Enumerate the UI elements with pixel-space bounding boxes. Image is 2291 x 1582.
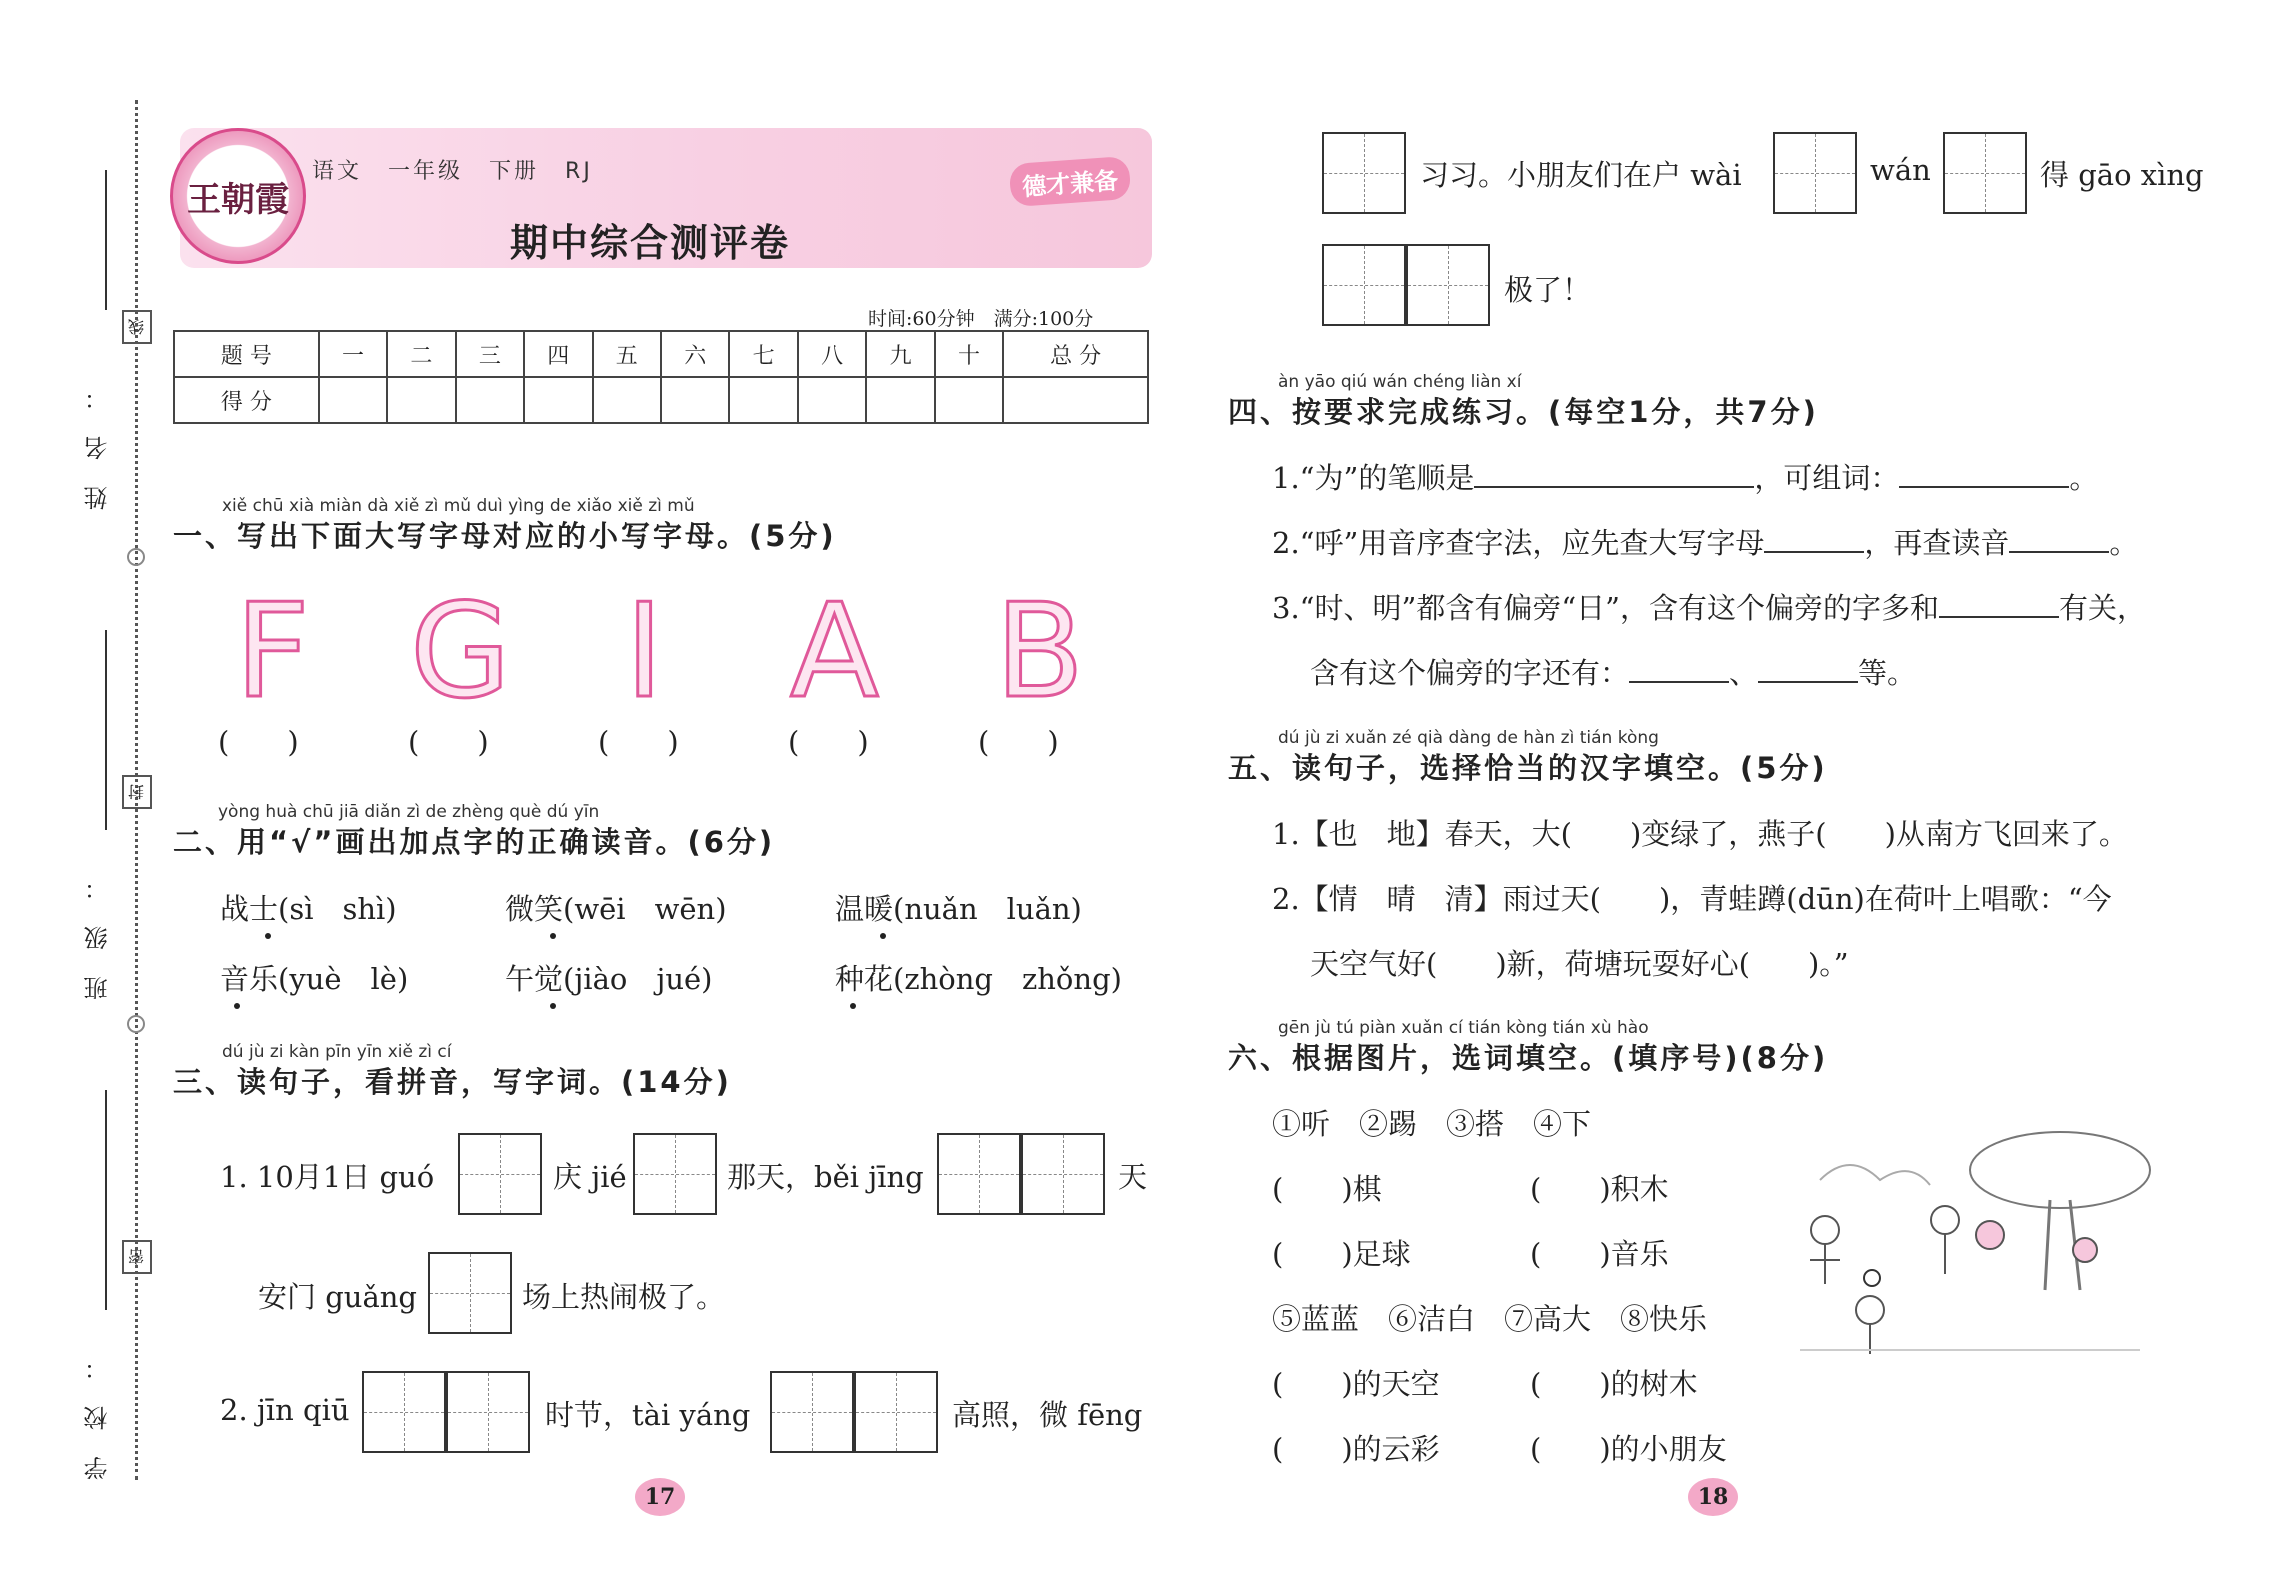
q3-text: 场上热闹极了。 [522,1280,726,1314]
answer-paren[interactable]: ( ) [978,725,1059,759]
answer-paren[interactable]: ( ) [408,725,489,759]
emphasis-dot [550,933,556,939]
q3-text: 庆 jié [553,1160,627,1194]
writing-box[interactable] [633,1133,717,1215]
q3-text: 安门 guǎng [258,1280,417,1314]
motto-badge: 德才兼备 [1009,156,1132,207]
answer-blank[interactable] [2009,550,2109,553]
binding-ring [127,1015,145,1033]
time-score-info: 时间:60分钟 满分:100分 [868,308,1094,330]
class-label: 班级： [84,850,112,1000]
school-line [105,1090,107,1310]
letter-i: I [625,575,664,727]
answer-blank[interactable] [1758,680,1858,683]
answer-blank[interactable] [1474,485,1754,488]
writing-box[interactable] [458,1133,542,1215]
children-playing-illustration [1780,1120,2160,1370]
tag-feng: 封 [122,775,152,809]
q3-text: 高照，微 fēng [952,1398,1143,1432]
q5-line2[interactable]: 2.【情 晴 清】雨过天( )，青蛙蹲(dūn)在荷叶上唱歌：“今 [1272,882,2112,916]
q6-options-verbs: ①听 ②踢 ③搭 ④下 [1272,1107,1592,1141]
score-header-row: 题 号 一 二 三 四 五 六 七 八 九 十 总 分 [174,331,1148,377]
q3-text: 得 gāo xìng [2040,158,2204,192]
q2-pinyin: yòng huà chū jiā diǎn zì de zhèng què dú yīn [218,802,600,822]
school-label: 学校： [84,1330,112,1480]
q2-item[interactable]: 战士(sì shì) [220,892,397,926]
writing-box[interactable] [1943,132,2027,214]
letter-b: B [995,575,1085,727]
book-info: 语文 一年级 下册 RJ [312,159,593,184]
q4-line1: 1.“为”的笔顺是 ，可组词： 。 [1272,461,2099,495]
class-line [105,630,107,830]
q6-item[interactable]: ( )的小朋友 [1530,1432,1727,1466]
q6-pinyin: gēn jù tú piàn xuǎn cí tián kòng tián xù hào [1278,1018,1649,1038]
q5-line3[interactable]: 天空气好( )新，荷塘玩耍好心( )。” [1310,947,1849,981]
answer-paren[interactable]: ( ) [598,725,679,759]
brand-logo: 王朝霞 [170,128,306,264]
answer-blank[interactable] [1939,615,2059,618]
q3-text: 极了！ [1504,273,1592,307]
writing-box[interactable] [1322,244,1406,326]
q2-item[interactable]: 音乐(yuè lè) [220,962,409,996]
writing-box[interactable] [937,1133,1021,1215]
q3-text: 时节，tài yáng [545,1398,751,1432]
q5-line1[interactable]: 1.【也 地】春天，大( )变绿了，燕子( )从南方飞回来了。 [1272,817,2128,851]
q6-item[interactable]: ( )棋 [1272,1172,1382,1206]
emphasis-dot [265,933,271,939]
letter-f: F [235,575,310,727]
q6-item[interactable]: ( )音乐 [1530,1237,1669,1271]
writing-box[interactable] [428,1252,512,1334]
writing-box[interactable] [1406,244,1490,326]
q6-item[interactable]: ( )的云彩 [1272,1432,1440,1466]
page-title: 期中综合测评卷 [510,221,791,265]
emphasis-dot [850,1003,856,1009]
q3-text: 天 [1118,1160,1148,1194]
writing-box[interactable] [1322,132,1406,214]
answer-blank[interactable] [1764,550,1864,553]
q4-line3: 3.“时、明”都含有偏旁“日”，含有这个偏旁的字多和 有关， [1272,591,2146,625]
answer-paren[interactable]: ( ) [218,725,299,759]
q3-text: 习习。小朋友们在户 wài [1420,158,1742,192]
q6-item[interactable]: ( )积木 [1530,1172,1669,1206]
q2-item[interactable]: 种花(zhòng zhǒng) [835,962,1122,996]
score-value-row: 得 分 [174,377,1148,423]
writing-box[interactable] [770,1371,854,1453]
emphasis-dot [234,1003,240,1009]
answer-paren[interactable]: ( ) [788,725,869,759]
q2-item[interactable]: 午觉(jiào jué) [505,962,713,996]
q3-pinyin: dú jù zi kàn pīn yīn xiě zì cí [222,1042,452,1062]
q4-pinyin: àn yāo qiú wán chéng liàn xí [1278,372,1522,392]
binding-ring [127,548,145,566]
q2-item[interactable]: 温暖(nuǎn luǎn) [835,892,1082,926]
name-label: 姓名： [84,360,112,510]
writing-box[interactable] [1773,132,1857,214]
emphasis-dot [550,1003,556,1009]
q3-text: wán [1870,153,1931,187]
page-number-left: 17 [635,1478,685,1516]
tag-xian: 线 [122,310,152,344]
q4-line2: 2.“呼”用音序查字法，应先查大写字母 ，再查读音 。 [1272,526,2139,560]
q6-options-adjectives: ⑤蓝蓝 ⑥洁白 ⑦高大 ⑧快乐 [1272,1302,1708,1336]
q6-item[interactable]: ( )的天空 [1272,1367,1440,1401]
q6-item[interactable]: ( )的树木 [1530,1367,1698,1401]
writing-box[interactable] [446,1371,530,1453]
q4-title: 四、按要求完成练习。(每空1分，共7分) [1228,395,1819,429]
q5-title: 五、读句子，选择恰当的汉字填空。(5分) [1228,751,1828,785]
letter-g: G [410,575,511,727]
letter-a: A [790,575,879,727]
q3-title: 三、读句子，看拼音，写字词。(14分) [173,1065,732,1099]
answer-blank[interactable] [1629,680,1729,683]
writing-box[interactable] [854,1371,938,1453]
q6-title: 六、根据图片，选词填空。(填序号)(8分) [1228,1041,1829,1075]
writing-box[interactable] [362,1371,446,1453]
tag-mi: 密 [122,1240,152,1274]
page-number-right: 18 [1688,1478,1738,1516]
q1-title: 一、写出下面大写字母对应的小写字母。(5分) [173,519,837,553]
name-line [105,170,107,310]
score-table [173,330,1149,424]
q3-text: 那天，běi jīng [727,1160,924,1194]
q6-item[interactable]: ( )足球 [1272,1237,1411,1271]
q2-title: 二、用“√”画出加点字的正确读音。(6分) [173,825,776,859]
writing-box[interactable] [1021,1133,1105,1215]
q1-pinyin: xiě chū xià miàn dà xiě zì mǔ duì yìng de xiǎo xiě zì mǔ [222,496,695,516]
emphasis-dot [880,933,886,939]
q3-text: 1. 10月1日 guó [220,1160,435,1194]
q4-line4: 含有这个偏旁的字还有： 、 等。 [1310,656,1917,690]
answer-blank[interactable] [1899,485,2069,488]
q5-pinyin: dú jù zi xuǎn zé qià dàng de hàn zì tián kòng [1278,728,1659,748]
q2-item[interactable]: 微笑(wēi wēn) [505,892,727,926]
q3-text: 2. jīn qiū [220,1393,350,1427]
